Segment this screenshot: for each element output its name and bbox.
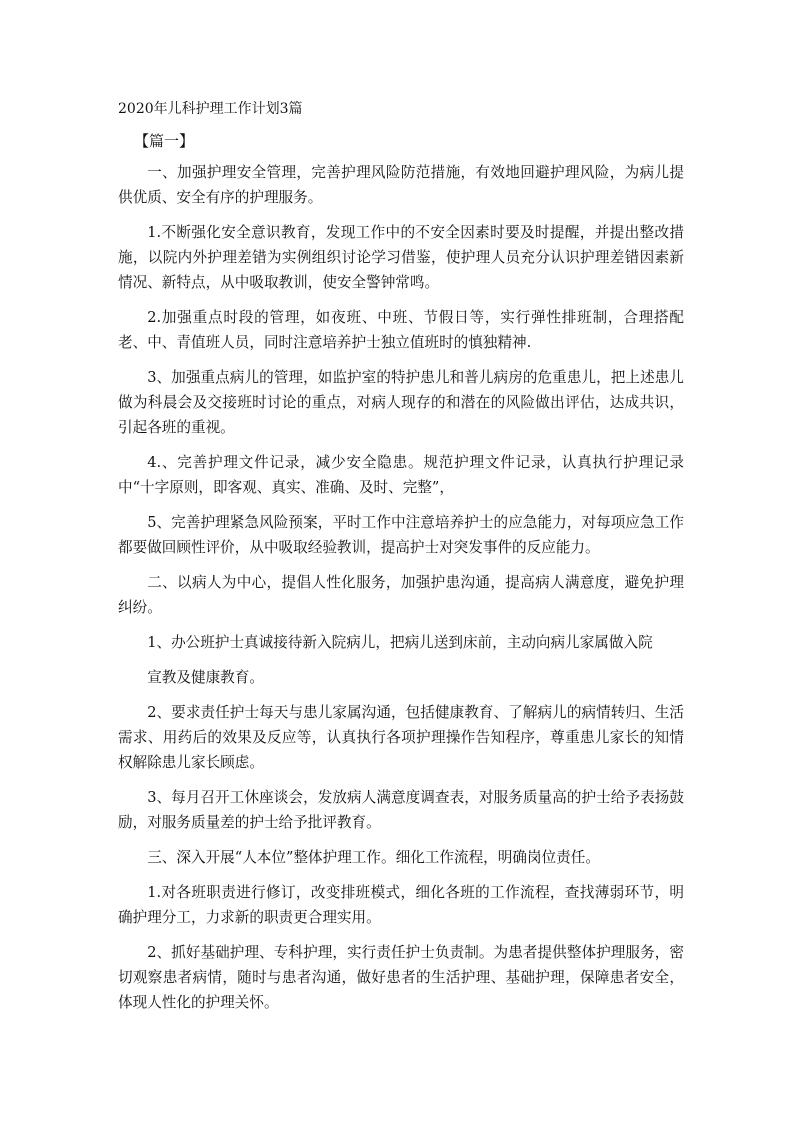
document-body: [118, 160, 684, 1025]
paragraph: 宣教及健康教育。: [147, 669, 264, 686]
paragraph: 2.加强重点时段的管理，如夜班、中班、节假日等，实行弹性排班制，合理搭配老、中、青值班人员，同时注意培养护士独立值班时的慎独精神.: [118, 309, 684, 351]
paragraph: 4.、完善护理文件记录，减少安全隐患。规范护理文件记录，认真执行护理记录中“十字原则，即客观、真实、准确、及时、完整”，: [118, 454, 684, 496]
section-heading: 【篇一】: [134, 132, 195, 150]
paragraph: 2、要求责任护士每天与患儿家属沟通，包括健康教育、了解病儿的病情转归、生活需求、用药后的效果及反应等，认真执行各项护理操作告知程序，尊重患儿家长的知情权解除患儿家长顾虑。: [118, 704, 684, 771]
paragraph: 一、加强护理安全管理，完善护理风险防范措施，有效地回避护理风险，为病儿提供优质、安全有序的护理服务。: [118, 164, 684, 206]
paragraph: 1.对各班职责进行修订，改变排班模式，细化各班的工作流程，查找薄弱环节，明确护理分工，力求新的职责更合理实用。: [118, 884, 684, 926]
paragraph: 二、以病人为中心，提倡人性化服务，加强护患沟通，提高病人满意度，避免护理纠纷。: [118, 574, 684, 616]
document-title: 2020年儿科护理工作计划3篇: [118, 101, 303, 117]
paragraph: 2、抓好基础护理、专科护理，实行责任护士负责制。为患者提供整体护理服务，密切观察患者病情，随时与患者沟通，做好患者的生活护理、基础护理，保障患者安全，体现人性化的护理关怀。: [118, 944, 684, 1011]
paragraph: 3、加强重点病儿的管理，如监护室的特护患儿和普儿病房的危重患儿，把上述患儿做为科晨会及交接班时讨论的重点，对病人现存的和潜在的风险做出评估，达成共识，引起各班的重视。: [118, 369, 684, 436]
paragraph: 1.不断强化安全意识教育，发现工作中的不安全因素时要及时提醒，并提出整改措施，以院内外护理差错为实例组织讨论学习借鉴，使护理人员充分认识护理差错因素新情况、新特点，从中吸取教训，使安全警钟常鸣。: [118, 224, 684, 291]
paragraph: 3、每月召开工休座谈会，发放病人满意度调查表，对服务质量高的护士给予表扬鼓励，对服务质量差的护士给予批评教育。: [118, 789, 684, 831]
paragraph: 三、深入开展“人本位”整体护理工作。细化工作流程，明确岗位责任。: [147, 849, 600, 866]
paragraph: 1、办公班护士真诚接待新入院病儿，把病儿送到床前，主动向病儿家属做入院: [147, 634, 653, 651]
paragraph: 5、完善护理紧急风险预案，平时工作中注意培养护士的应急能力，对每项应急工作都要做回顾性评价，从中吸取经验教训，提高护士对突发事件的反应能力。: [118, 514, 684, 556]
